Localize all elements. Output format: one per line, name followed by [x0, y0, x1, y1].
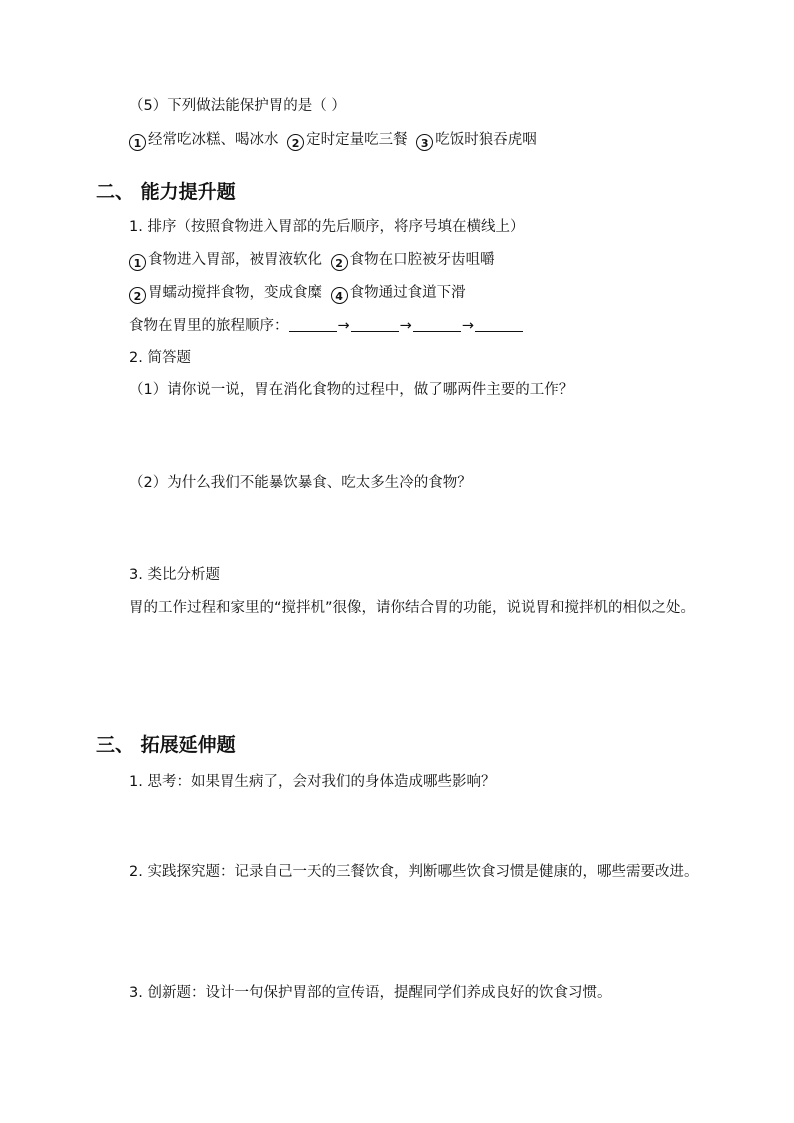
section-3-heading: 三、 拓展延伸题 [96, 734, 236, 756]
circled-number: 2 [331, 254, 348, 271]
sort-question-stem: 1. 排序（按照食物进入胃部的先后顺序，将序号填在横线上） [129, 219, 525, 235]
answer-blank[interactable] [475, 317, 523, 332]
circled-number: 2 [129, 287, 146, 304]
option-text: 定时定量吃三餐 [306, 132, 408, 148]
arrow-icon: → [461, 318, 474, 334]
section-2-heading: 二、 能力提升题 [96, 181, 236, 203]
extension-question-1: 1. 思考：如果胃生病了，会对我们的身体造成哪些影响？ [129, 774, 496, 790]
sort-options-row-2 [129, 283, 466, 304]
analogy-question-body: 胃的工作过程和家里的“搅拌机”很像，请你结合胃的功能，说说胃和搅拌机的相似之处。 [129, 600, 696, 616]
sort-options-row-1 [129, 250, 495, 271]
option-text: 经常吃冰糕、喝冰水 [148, 132, 279, 148]
option-text: 吃饭时狼吞虎咽 [435, 132, 537, 148]
option-text: 胃蠕动搅拌食物，变成食糜 [148, 285, 322, 301]
arrow-icon: → [399, 318, 412, 334]
answer-blank[interactable] [413, 317, 461, 332]
answer-blank[interactable] [351, 317, 399, 332]
arrow-icon: → [337, 318, 350, 334]
option-text: 食物在口腔被牙齿咀嚼 [349, 252, 495, 268]
short-answer-sub-2: （2）为什么我们不能暴饮暴食、吃太多生冷的食物？ [129, 475, 472, 491]
option-text: 食物通过食道下滑 [349, 285, 466, 301]
order-label: 食物在胃里的旅程顺序： [129, 318, 289, 334]
sort-order-line [129, 316, 523, 336]
extension-question-2: 2. 实践探究题：记录自己一天的三餐饮食，判断哪些饮食习惯是健康的，哪些需要改进。 [129, 864, 699, 880]
answer-blank[interactable] [289, 317, 337, 332]
question-5-options [129, 130, 537, 151]
circled-number: 4 [331, 287, 348, 304]
circled-number: 2 [287, 134, 304, 151]
extension-question-3: 3. 创新题：设计一句保护胃部的宣传语，提醒同学们养成良好的饮食习惯。 [129, 985, 612, 1001]
circled-number: 3 [416, 134, 433, 151]
circled-number: 1 [129, 254, 146, 271]
short-answer-sub-1: （1）请你说一说，胃在消化食物的过程中，做了哪两件主要的工作？ [129, 382, 574, 398]
analogy-question-stem: 3. 类比分析题 [129, 567, 220, 583]
option-text: 食物进入胃部，被胃液软化 [148, 252, 322, 268]
question-5-stem: （5）下列做法能保护胃的是（ ） [129, 98, 346, 114]
circled-number: 1 [129, 134, 146, 151]
short-answer-stem: 2. 简答题 [129, 350, 191, 366]
